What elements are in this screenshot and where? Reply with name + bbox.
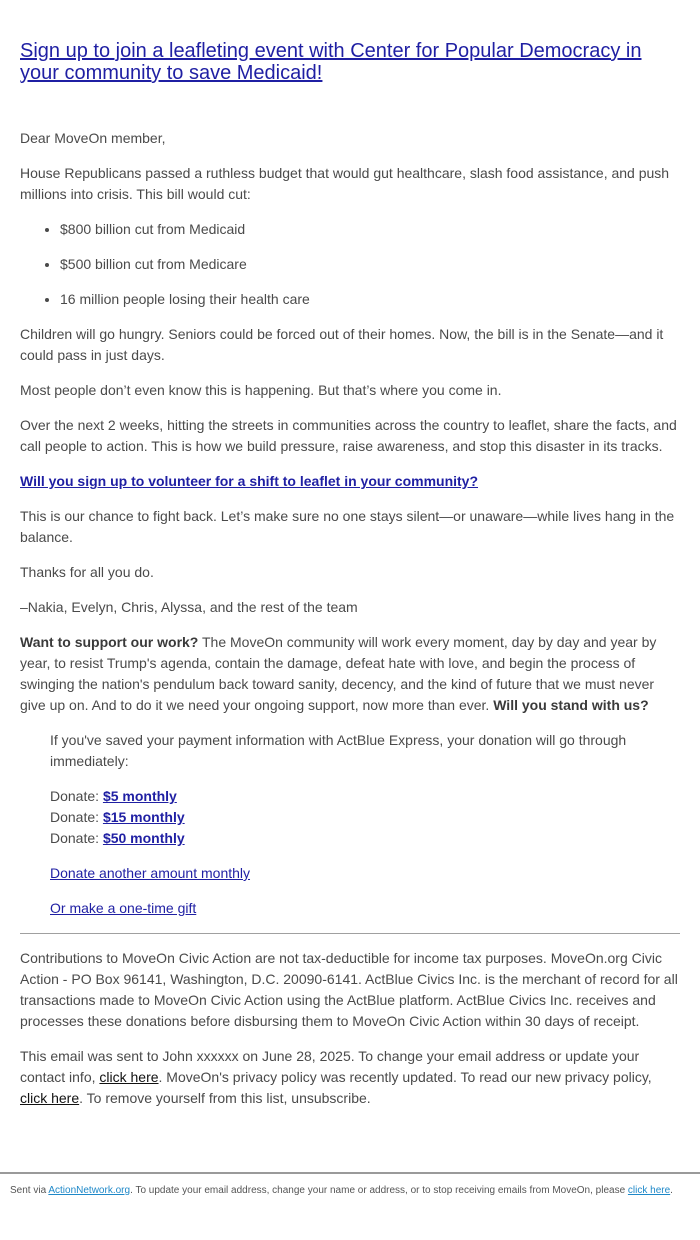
donate-prefix: Donate:	[50, 809, 103, 825]
thanks-line: Thanks for all you do.	[20, 564, 154, 580]
support-tail: Will you stand with us?	[493, 697, 649, 713]
footer-click-here-link[interactable]: click here	[627, 1185, 671, 1196]
sent-notice-text: . MoveOn's privacy policy was recently updated. To read our new privacy policy,	[158, 1069, 652, 1085]
legal-paragraph: Contributions to MoveOn Civic Action are not tax-deductible for income tax purposes. MoveOn.org Civic Action - PO Box 96141, Washington, D.C. 20090-6141. ActBlue Civics Inc. is the merchant of record for all transactions made to MoveOn Civic Action using the ActBlue platform. ActBlue Civics Inc. receives and processes these donations before disbursing them to MoveOn Civic Action within 30 days of receipt.	[20, 950, 678, 1029]
donate-option-row	[50, 828, 680, 849]
footer-prefix: Sent via	[10, 1185, 49, 1196]
email-headline[interactable]	[20, 40, 680, 84]
footer-middle: . To update your email address, change your name or address, or to stop receiving emails from MoveOn, please	[130, 1185, 628, 1196]
email-body	[20, 128, 680, 1109]
greeting: Dear MoveOn member,	[20, 130, 166, 146]
footer-suffix: .	[670, 1185, 673, 1196]
donate-other-amount-link[interactable]: Donate another amount monthly	[50, 865, 251, 881]
cta-paragraph	[20, 471, 680, 492]
sent-notice-text: This email was sent to John xxxxxx on June 28, 2025. To change your email address or update your contact info,	[20, 1048, 640, 1085]
donate-option-row	[50, 807, 680, 828]
list-item: • $500 billion cut from Medicare	[60, 254, 680, 275]
one-time-gift-link[interactable]: Or make a one-time gift	[50, 900, 197, 916]
donate-50-monthly-link[interactable]: $50 monthly	[102, 830, 185, 846]
donate-intro: If you've saved your payment information with ActBlue Express, your donation will go through immediately:	[50, 732, 627, 769]
privacy-policy-link[interactable]: click here	[20, 1090, 80, 1106]
donate-15-monthly-link[interactable]: $15 monthly	[102, 809, 185, 825]
footer-divider	[0, 1172, 700, 1174]
donate-other-row	[50, 863, 680, 884]
intro-paragraph: House Republicans passed a ruthless budget that would gut healthcare, slash food assistance, and push millions into crisis. This bill would cut:	[20, 165, 670, 202]
donate-options	[50, 786, 680, 849]
donate-5-monthly-link[interactable]: $5 monthly	[102, 788, 177, 804]
email-content	[20, 0, 680, 1109]
chance-paragraph: This is our chance to fight back. Let’s make sure no one stays silent—or unaware—while lives hang in the balance.	[20, 508, 675, 545]
donate-block	[50, 730, 680, 919]
headline-link[interactable]: Sign up to join a leafleting event with Center for Popular Democracy in your community to save Medicaid!	[20, 40, 642, 84]
sent-notice-text: . To remove yourself from this list, unsubscribe.	[79, 1090, 371, 1106]
sent-notice-paragraph	[20, 1046, 680, 1109]
divider	[20, 933, 680, 934]
cuts-list	[20, 219, 680, 310]
donate-prefix: Donate:	[50, 830, 103, 846]
support-lead: Want to support our work?	[20, 634, 199, 650]
support-paragraph	[20, 632, 680, 716]
list-item: • 16 million people losing their health care	[60, 289, 680, 310]
donate-prefix: Donate:	[50, 788, 103, 804]
volunteer-signup-link[interactable]: Will you sign up to volunteer for a shift to leaflet in your community?	[20, 473, 479, 489]
email-footer	[10, 1184, 690, 1197]
list-item: • $800 billion cut from Medicaid	[60, 219, 680, 240]
support-body: The MoveOn community will work every moment, day by day and year by year, to resist Trump's agenda, contain the damage, defeat hate with love, and begin the process of swinging the nation's pendulum back toward sanity, decency, and the kind of future that we must never give up on. And to do it we need your ongoing support, now more than ever.	[20, 634, 657, 713]
one-time-row	[50, 898, 680, 919]
signoff-line: –Nakia, Evelyn, Chris, Alyssa, and the rest of the team	[20, 599, 358, 615]
update-contact-link[interactable]: click here	[99, 1069, 159, 1085]
donate-option-row	[50, 786, 680, 807]
over-weeks-paragraph: Over the next 2 weeks, hitting the streets in communities across the country to leaflet, share the facts, and call people to action. This is how we build pressure, raise awareness, and stop this disaster in its tracks.	[20, 417, 677, 454]
most-people-paragraph: Most people don’t even know this is happening. But that’s where you come in.	[20, 382, 502, 398]
actionnetwork-link[interactable]: ActionNetwork.org	[48, 1185, 131, 1196]
children-paragraph: Children will go hungry. Seniors could be forced out of their homes. Now, the bill is in the Senate—and it could pass in just days.	[20, 326, 664, 363]
